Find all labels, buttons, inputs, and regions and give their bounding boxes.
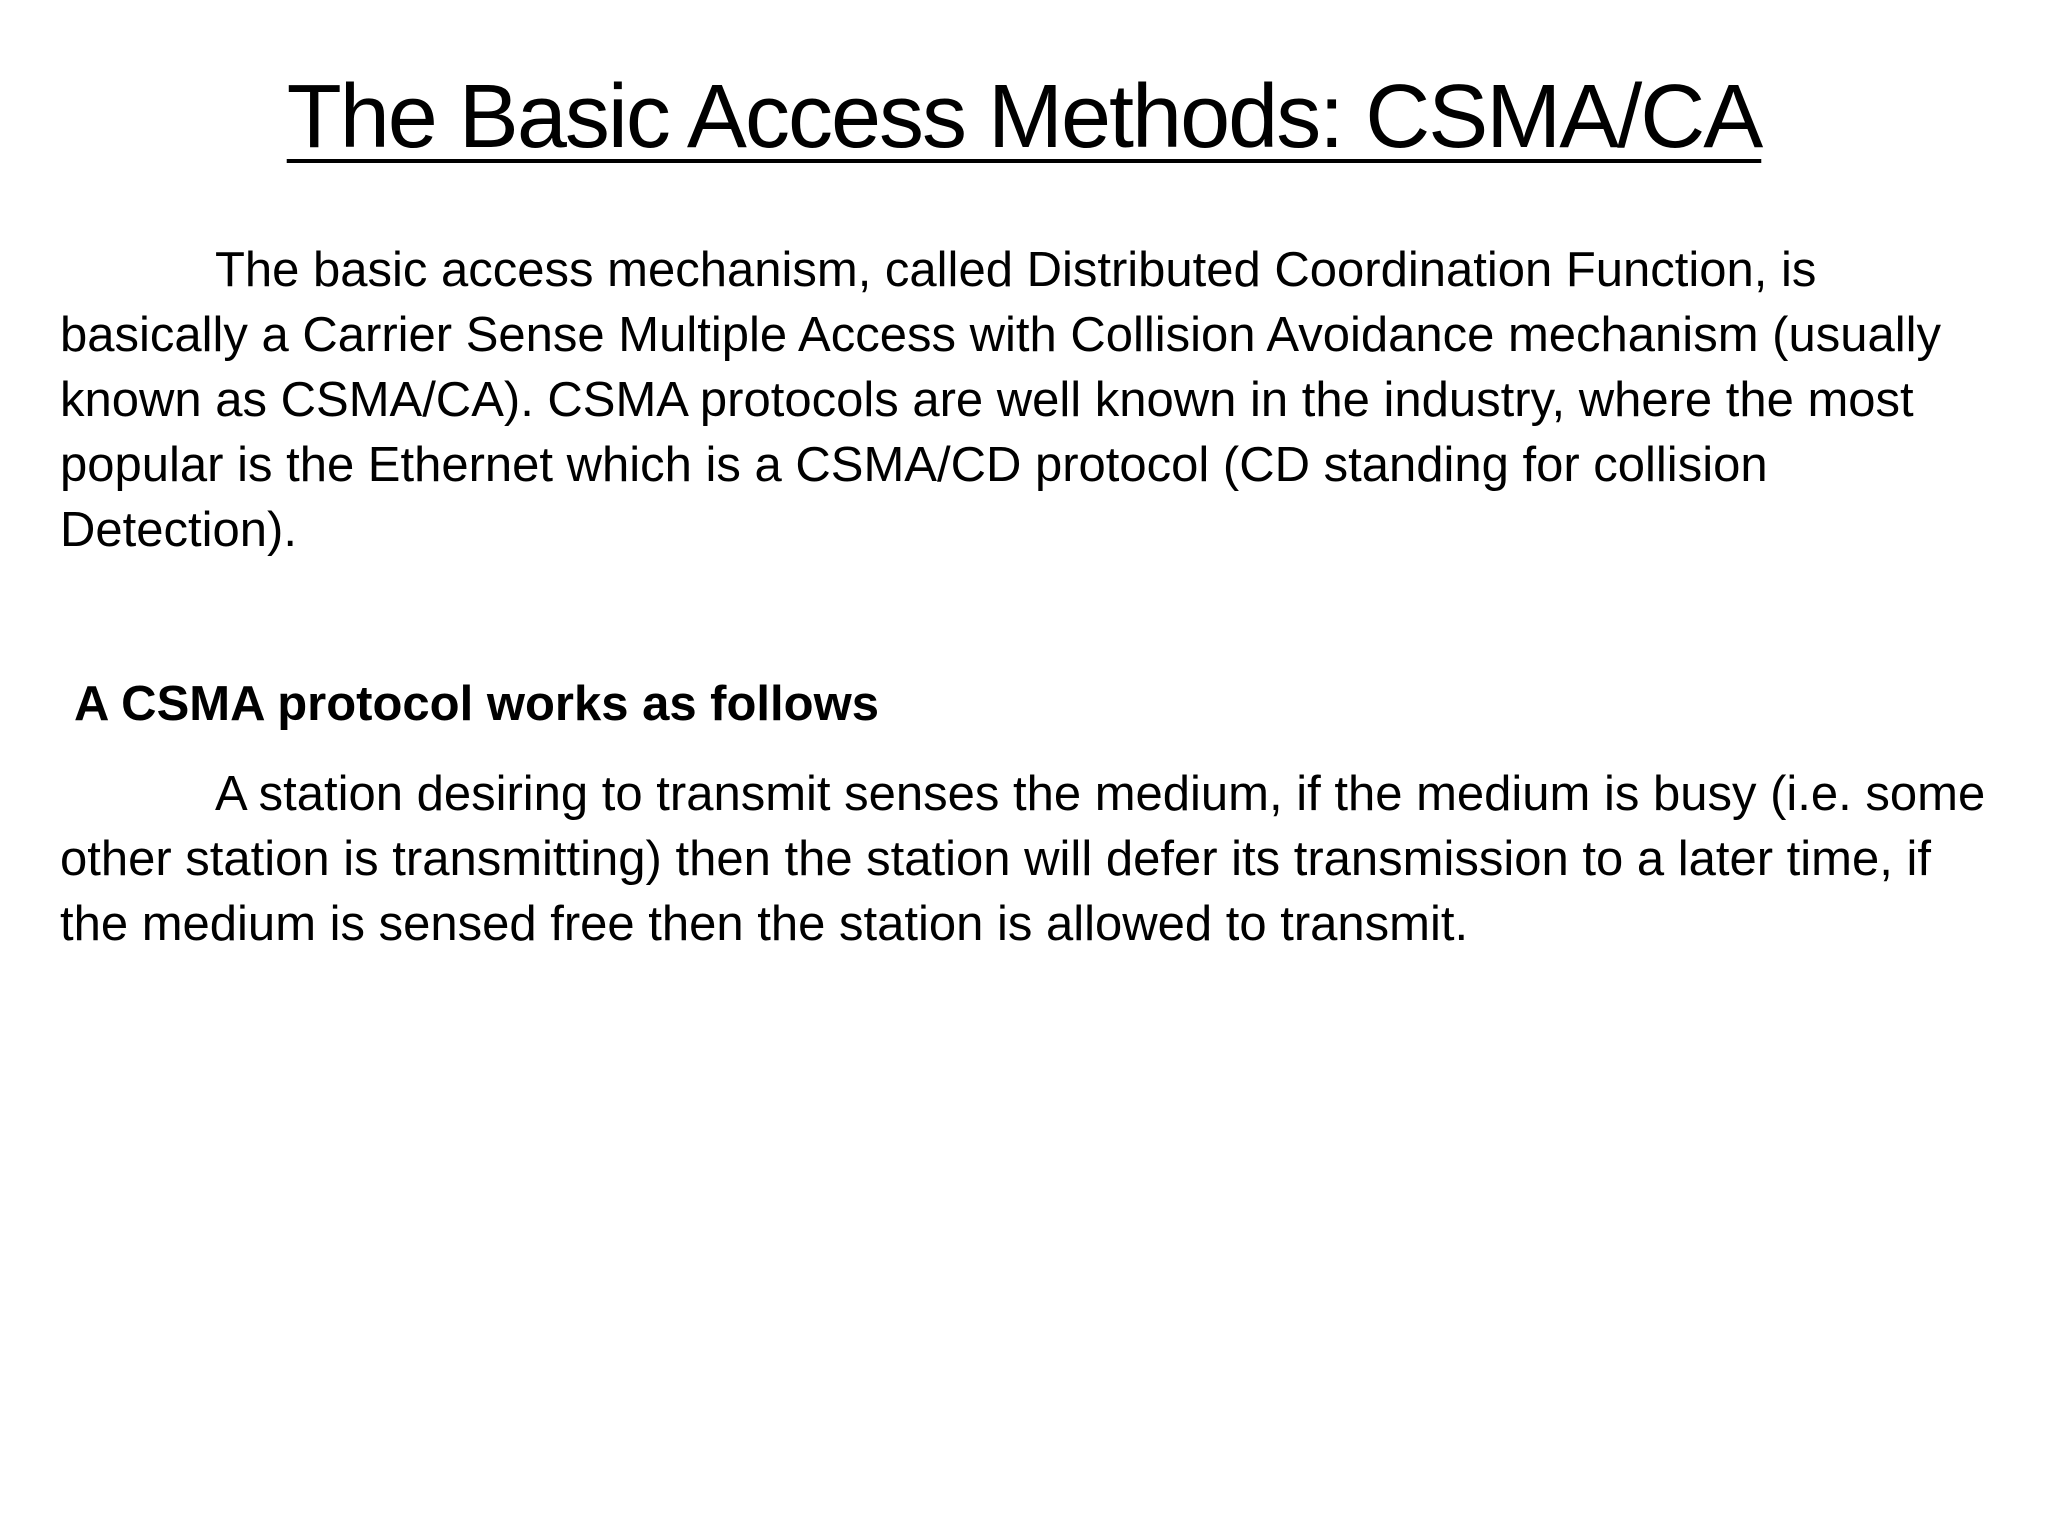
slide-title-text: The Basic Access Methods: CSMA/CA	[286, 67, 1762, 167]
section-heading: A CSMA protocol works as follows	[74, 677, 879, 731]
intro-paragraph	[60, 238, 2010, 563]
protocol-paragraph	[60, 762, 2010, 957]
protocol-paragraph-text: A station desiring to transmit senses the medium, if the medium is busy (i.e. some other station is transmitting) then the station will defer its transmission to a later time, if the medium is sensed free then the station is allowed to transmit.	[60, 767, 1986, 951]
slide-title	[0, 62, 2048, 172]
intro-paragraph-text: The basic access mechanism, called Distributed Coordination Function, is basically a Carrier Sense Multiple Access with Collision Avoidance mechanism (usually known as CSMA/CA). CSMA protocols are well known in the industry, where the most popular is the Ethernet which is a CSMA/CD protocol (CD standing for collision Detection).	[60, 243, 1941, 557]
